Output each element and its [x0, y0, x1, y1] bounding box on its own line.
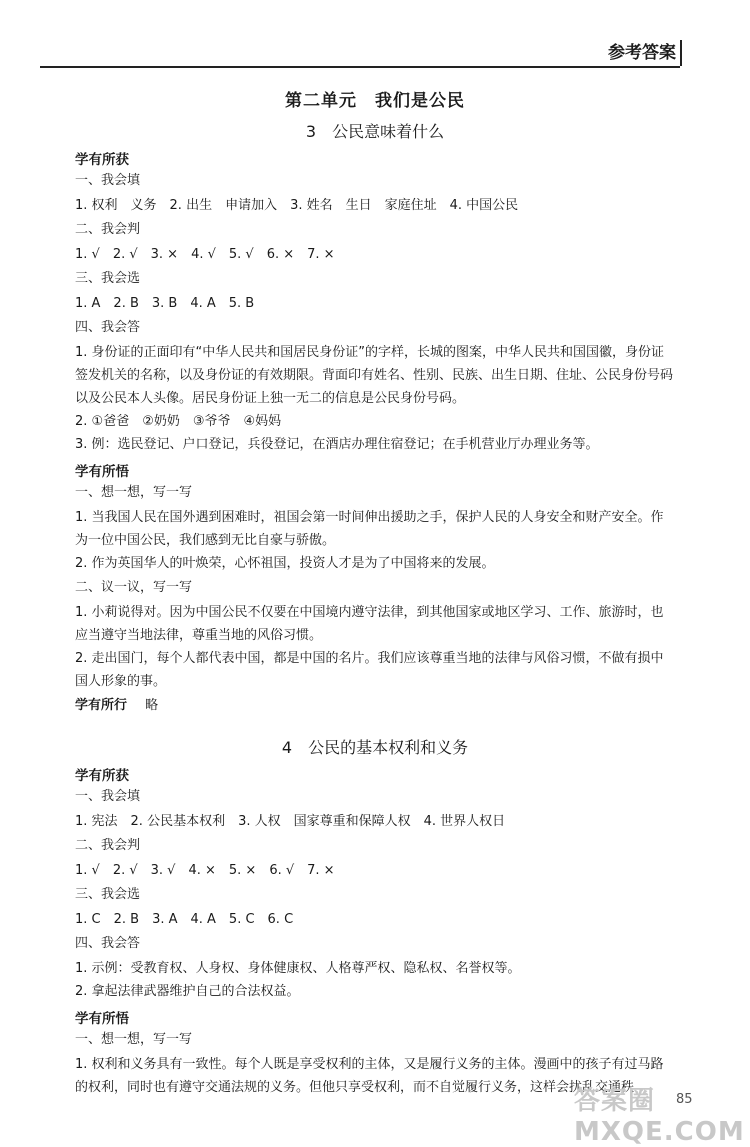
section-heading: 学有所获 — [75, 768, 129, 784]
answer-line: 2. ①爸爸 ②奶奶 ③爷爷 ④妈妈 — [75, 414, 282, 429]
answer-line: 1. √ 2. √ 3. × 4. √ 5. √ 6. × 7. × — [75, 247, 335, 262]
lesson-3 — [75, 119, 675, 717]
section-heading: 学有所获 — [75, 152, 129, 168]
unit-title: 第二单元 我们是公民 — [285, 91, 465, 111]
section-heading: 学有所悟 — [75, 464, 129, 480]
answer-line: 1. 示例：受教育权、人身权、身体健康权、人格尊严权、隐私权、名誉权等。 — [75, 961, 521, 976]
answer-paragraph: 1. 身份证的正面印有“中华人民共和国居民身份证”的字样，长城的图案，中华人民共和国国徽，身份证签发机关的名称，以及身份证的有效期限。背面印有姓名、性别、民族、出生日期、住址、公民身份号码以及公民本人头像。居民身份证上独一无二的信息是公民身份号码。 — [75, 345, 674, 406]
question-label: 三、我会选 — [75, 271, 141, 286]
practice-answer: 略 — [145, 698, 159, 713]
watermark: 答案圈 MXQE.COM — [574, 1086, 745, 1147]
question-label: 二、议一议，写一写 — [75, 580, 193, 595]
lesson-4-title: 4 公民的基本权利和义务 — [281, 738, 469, 757]
answer-line: 2. 作为英国华人的叶焕荣，心怀祖国，投资人才是为了中国将来的发展。 — [75, 556, 495, 571]
answer-line: 3. 例：选民登记、户口登记，兵役登记，在酒店办理住宿登记；在手机营业厅办理业务等。 — [75, 437, 599, 452]
lesson-4 — [75, 735, 675, 1099]
question-label: 一、想一想，写一写 — [75, 1032, 193, 1047]
answer-line: 1. A 2. B 3. B 4. A 5. B — [75, 296, 255, 311]
header-rule-corner — [680, 40, 682, 66]
question-label: 一、我会填 — [75, 789, 141, 804]
answer-line: 2. 拿起法律武器维护自己的合法权益。 — [75, 984, 300, 999]
answer-paragraph: 1. 权利和义务具有一致性。每个人既是享受权利的主体，又是履行义务的主体。漫画中的孩子有过马路的权利，同时也有遵守交通法规的义务。但他只享受权利，而不自觉履行义务，这样会扰乱交通秩 — [75, 1057, 664, 1095]
question-label: 一、想一想，写一写 — [75, 485, 193, 500]
answer-line: 1. C 2. B 3. A 4. A 5. C 6. C — [75, 912, 294, 927]
header-label: 参考答案 — [608, 43, 676, 63]
header-rule — [40, 66, 680, 68]
question-label: 一、我会填 — [75, 173, 141, 188]
section-heading: 学有所悟 — [75, 1011, 129, 1027]
lesson-3-title: 3 公民意味着什么 — [305, 122, 445, 141]
question-label: 二、我会判 — [75, 222, 141, 237]
practice-row — [75, 695, 675, 717]
answer-paragraph: 1. 小莉说得对。因为中国公民不仅要在中国境内遵守法律，到其他国家或地区学习、工作、旅游时，也应当遵守当地法律，尊重当地的风俗习惯。 — [75, 605, 664, 643]
answer-content — [75, 80, 675, 1099]
answer-paragraph: 1. 当我国人民在国外遇到困难时，祖国会第一时间伸出援助之手，保护人民的人身安全和财产安全。作为一位中国公民，我们感到无比自豪与骄傲。 — [75, 510, 664, 548]
answer-line: 1. 权利 义务 2. 出生 申请加入 3. 姓名 生日 家庭住址 4. 中国公民 — [75, 198, 519, 213]
answer-paragraph: 2. 走出国门，每个人都代表中国，都是中国的名片。我们应该尊重当地的法律与风俗习惯，不做有损中国人形象的事。 — [75, 651, 664, 689]
answer-line: 1. 宪法 2. 公民基本权利 3. 人权 国家尊重和保障人权 4. 世界人权日 — [75, 814, 506, 829]
page-number: 85 — [676, 1092, 693, 1107]
question-label: 四、我会答 — [75, 936, 141, 951]
question-label: 三、我会选 — [75, 887, 141, 902]
section-heading: 学有所行 — [75, 698, 128, 713]
question-label: 二、我会判 — [75, 838, 141, 853]
answer-line: 1. √ 2. √ 3. √ 4. × 5. × 6. √ 7. × — [75, 863, 335, 878]
question-label: 四、我会答 — [75, 320, 141, 335]
